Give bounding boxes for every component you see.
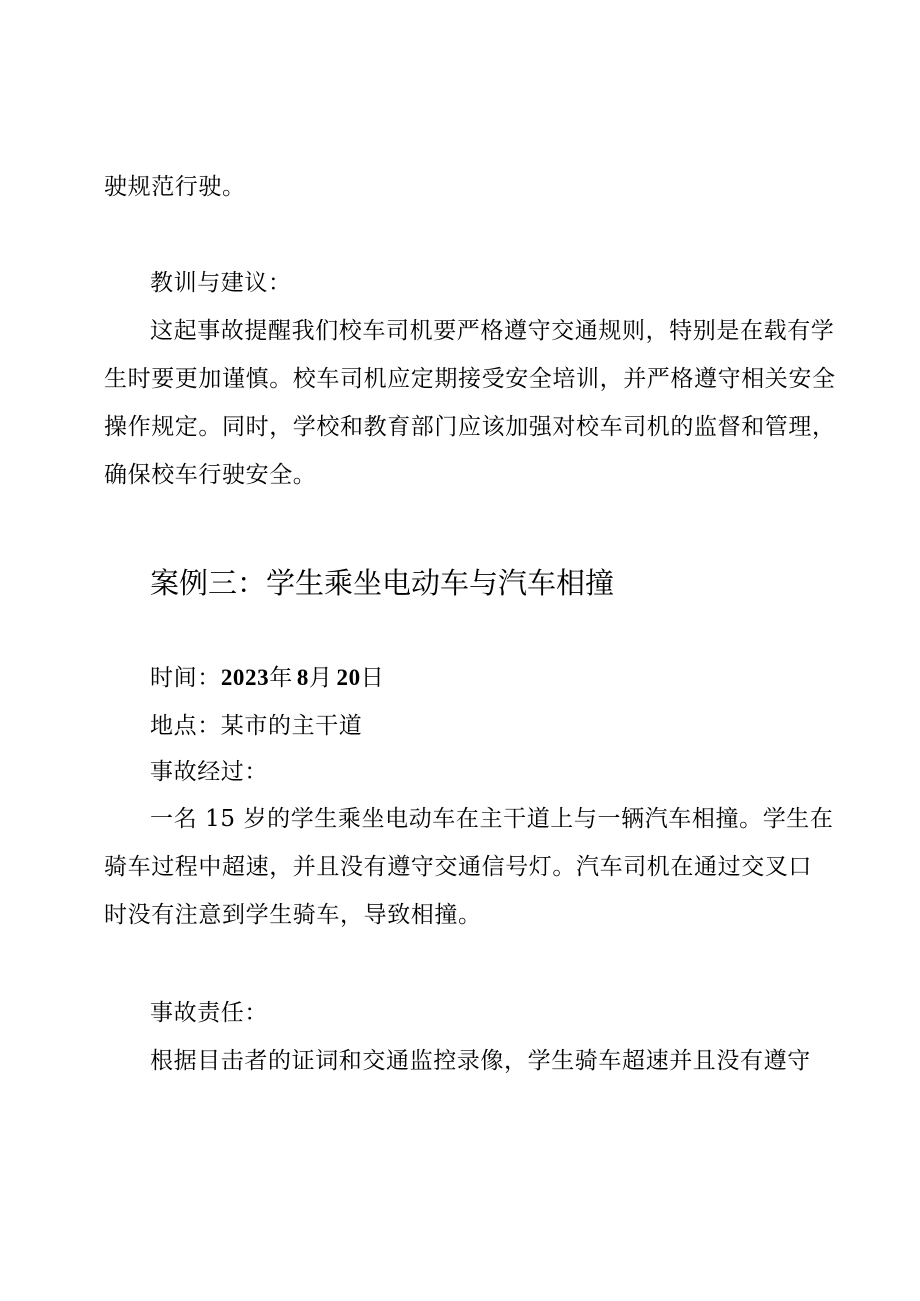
lessons-line-3: 操作规定。同时，学校和教育部门应该加强对校车司机的监督和管理， (104, 414, 836, 440)
case3-responsibility-label: 事故责任： (150, 1000, 268, 1026)
time-year: 2023 (220, 665, 270, 690)
process-line-3: 时没有注意到学生骑车，导致相撞。 (104, 902, 482, 928)
previous-section-tail: 驶规范行驶。 (104, 174, 246, 200)
time-label: 时间： (150, 665, 221, 691)
lessons-label: 教训与建议： (150, 270, 292, 296)
time-day-unit: 日 (360, 665, 385, 691)
time-day: 20 (336, 665, 361, 690)
responsibility-line-1: 根据目击者的证词和交通监控录像，学生骑车超速并且没有遵守 (150, 1048, 811, 1074)
time-month-unit: 月 (308, 665, 333, 691)
lessons-line-2: 生时要更加谨慎。校车司机应定期接受安全培训，并严格遵守相关安全 (104, 366, 836, 392)
case3-time (150, 663, 384, 693)
process-line-1: 一名 15 岁的学生乘坐电动车在主干道上与一辆汽车相撞。学生在 (150, 806, 834, 832)
process-line-2: 骑车过程中超速，并且没有遵守交通信号灯。汽车司机在通过交叉口 (104, 854, 812, 880)
lessons-line-4: 确保校车行驶安全。 (104, 462, 317, 488)
case3-title: 案例三：学生乘坐电动车与汽车相撞 (150, 566, 615, 600)
lessons-line-1: 这起事故提醒我们校车司机要严格遵守交通规则，特别是在载有学 (150, 318, 835, 344)
case3-process-label: 事故经过： (150, 759, 268, 785)
time-year-unit: 年 (269, 665, 293, 691)
case3-place: 地点：某市的主干道 (150, 713, 363, 739)
time-month: 8 (296, 665, 309, 690)
